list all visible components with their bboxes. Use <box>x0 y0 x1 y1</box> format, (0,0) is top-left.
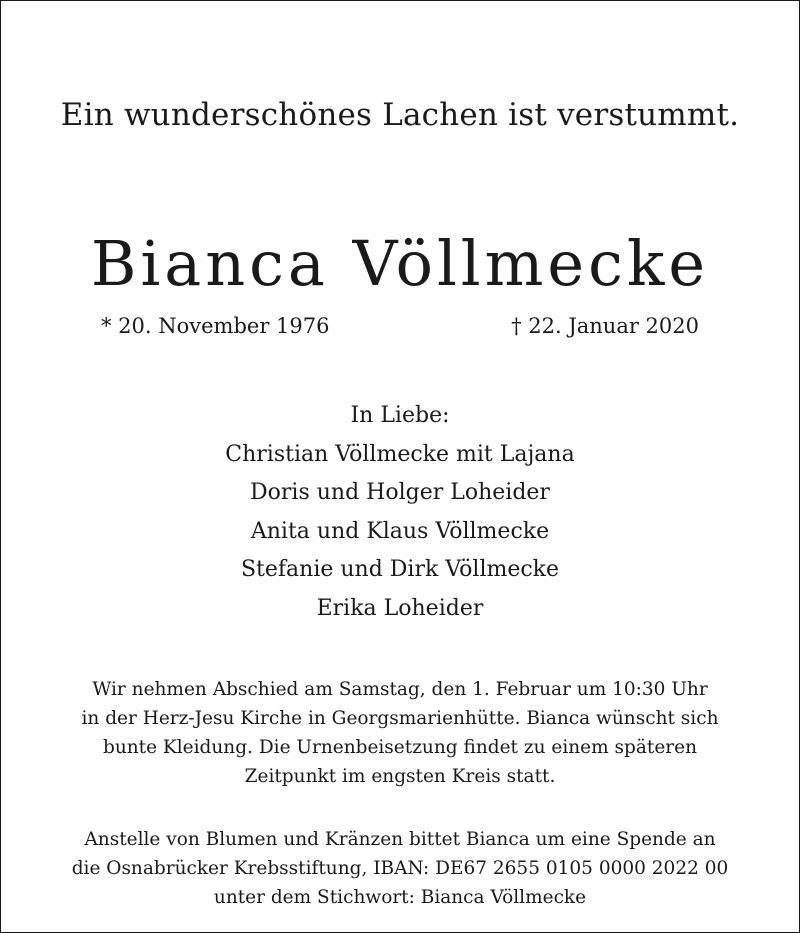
family-member: Stefanie und Dirk Völlmecke <box>240 557 560 582</box>
funeral-notice <box>1 675 799 791</box>
family-member: Doris und Holger Loheider <box>250 480 550 505</box>
notice-line: Zeitpunkt im engsten Kreis statt. <box>244 766 556 787</box>
family-member: Christian Völlmecke mit Lajana <box>225 441 575 467</box>
death-date: † 22. Januar 2020 <box>511 314 699 338</box>
family-member: Anita und Klaus Völlmecke <box>250 518 550 544</box>
notice-line: Wir nehmen Abschied am Samstag, den 1. Februar um 10:30 Uhr <box>92 679 708 700</box>
notice-line: in der Herz-Jesu Kirche in Georgsmarienhütte. Bianca wünscht sich <box>81 708 719 729</box>
family-heading: In Liebe: <box>350 403 450 428</box>
donation-line: die Osnabrücker Krebsstiftung, IBAN: DE67 2655 0105 0000 2022 00 <box>71 858 729 879</box>
family-member: Erika Loheider <box>316 595 484 621</box>
deceased-name: Bianca Völlmecke <box>90 227 710 300</box>
donation-line: unter dem Stichwort: Bianca Völlmecke <box>213 887 587 908</box>
life-dates <box>101 314 699 338</box>
donation-line: Anstelle von Blumen und Kränzen bittet Bianca um eine Spende an <box>84 829 716 850</box>
notice-line: bunte Kleidung. Die Urnenbeisetzung findet zu einem späteren <box>103 737 697 758</box>
donation-request <box>1 825 799 912</box>
family-list <box>1 397 799 628</box>
birth-date: * 20. November 1976 <box>101 314 330 338</box>
motto: Ein wunderschönes Lachen ist verstummt. <box>60 97 740 133</box>
